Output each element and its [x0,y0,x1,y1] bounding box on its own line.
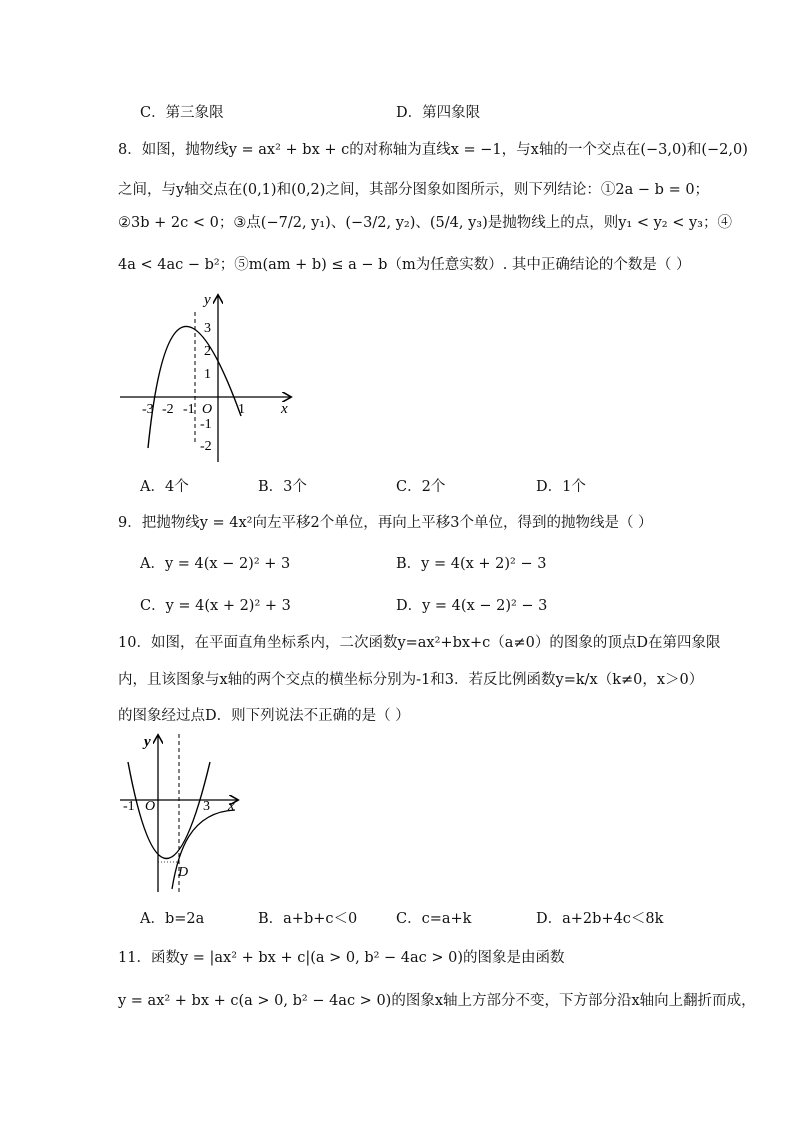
q8-x-tick-1: 1 [238,402,245,417]
q7-option-d: D．第四象限 [396,105,481,121]
q8-y-tick-neg2: -2 [200,439,212,454]
q11-line-2: y = ax² + bx + c(a > 0, b² − 4ac > 0)的图象x轴上方部分不变，下方部分沿x轴向上翻折而成， [118,993,756,1009]
q7-option-c: C．第三象限 [140,105,224,121]
q9-stem: 9．把抛物线y = 4x²向左平移2个单位，再向上平移3个单位，得到的抛物线是（ ） [118,515,653,531]
q8-x-label: x [281,401,288,417]
q11-line-1: 11．函数y = |ax² + bx + c|(a > 0, b² − 4ac > 0)的图象是由函数 [118,950,565,966]
q8-line-1: 8．如图，抛物线y = ax² + bx + c的对称轴为直线x = −1，与x轴的一个交点在(−3,0)和(−2,0) [118,142,748,158]
q10-option-a: A．b=2a [140,911,205,927]
q10-line-3: 的图象经过点D．则下列说法不正确的是（ ） [118,708,410,724]
q8-option-a: A．4个 [140,479,189,495]
q10-origin-label: O [145,799,156,814]
q10-y-label: y [144,734,151,750]
q8-line-4: 4a < 4ac − b²；⑤m(am + b) ≤ a − b（m为任意实数）. 其中正确结论的个数是（ ） [118,257,691,273]
q10-option-b: B．a+b+c＜0 [258,911,358,927]
q8-line-3: ②3b + 2c < 0；③点(−7/2, y₁)、(−3/2, y₂)、(5/4, y₃)是抛物线上的点，则y₁ < y₂ < y₃；④ [118,215,732,231]
q8-parabola-curve [148,326,241,448]
q8-origin-label: O [202,402,213,417]
q9-option-b: B．y = 4(x + 2)² − 3 [396,556,547,572]
q10-option-c: C．c=a+k [396,911,472,927]
q9-option-d: D．y = 4(x − 2)² − 3 [396,598,548,614]
q8-option-c: C．2个 [396,479,446,495]
q8-y-tick-neg1: -1 [200,417,212,432]
q9-option-c: C．y = 4(x + 2)² + 3 [140,598,291,614]
q8-y-tick-2: 2 [204,344,211,359]
q8-parabola-graph [112,288,302,470]
q8-y-tick-3: 3 [204,321,211,336]
q8-x-tick-neg3: -3 [142,402,154,417]
q8-y-tick-1: 1 [204,367,211,382]
q10-right-root: 3 [203,799,210,814]
q8-y-label: y [204,292,211,308]
q10-vertex-label: D [178,865,189,880]
q8-x-tick-neg1: -1 [183,402,195,417]
q8-line-2: 之间，与y轴交点在(0,1)和(0,2)之间，其部分图象如图所示，则下列结论：①2a − b = 0； [118,182,710,198]
q10-parabola-curve [128,762,210,859]
q8-option-b: B．3个 [258,479,307,495]
q10-parabola-graph [115,728,245,898]
q9-option-a: A．y = 4(x − 2)² + 3 [140,556,291,572]
q10-left-root: -1 [123,799,135,814]
q10-line-2: 内，且该图象与x轴的两个交点的横坐标分别为-1和3．若反比例函数y=k/x（k≠0，x＞0） [118,672,704,688]
q8-x-tick-neg2: -2 [162,402,174,417]
q10-x-label: x [228,798,235,814]
q10-option-d: D．a+2b+4c＜8k [536,911,664,927]
q10-line-1: 10．如图，在平面直角坐标系内，二次函数y=ax²+bx+c（a≠0）的图象的顶点D在第四象限 [118,635,721,651]
q8-option-d: D．1个 [536,479,586,495]
